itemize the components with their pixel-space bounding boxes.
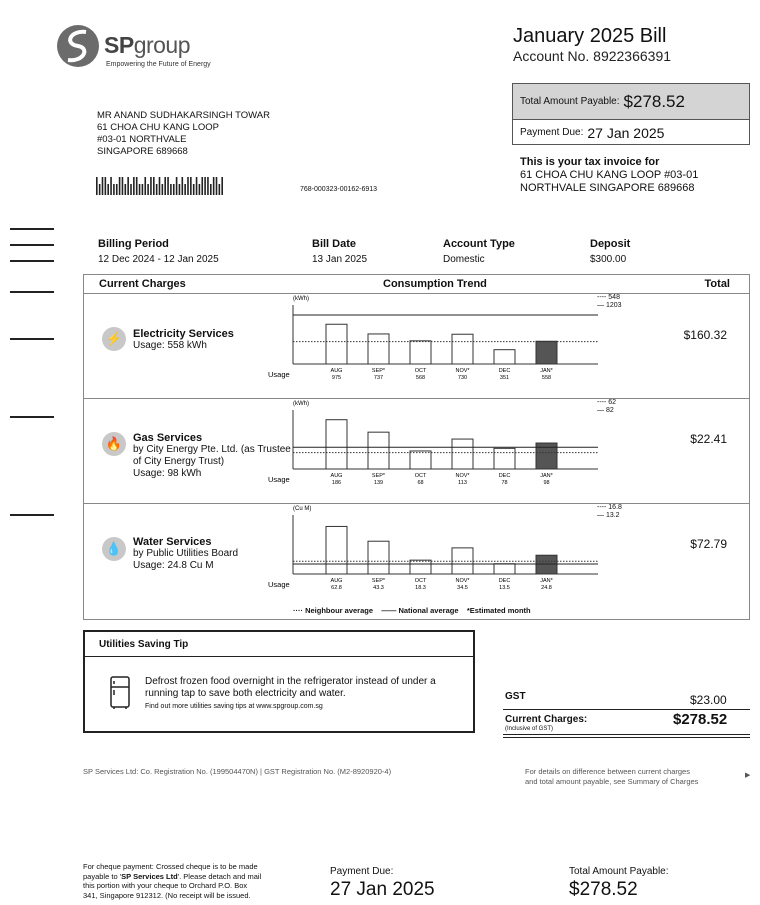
national-avg-value: 1203	[605, 302, 622, 309]
usage-label: Usage	[268, 580, 290, 589]
chart-category-label: OCT	[414, 368, 427, 374]
cheque-line: this portion with your cheque to Orchard P.O. Box	[83, 881, 248, 890]
chart-bar	[326, 420, 347, 469]
current-charges-note: (Inclusive of GST)	[505, 726, 554, 732]
service-usage: Usage: 558 kWh	[133, 340, 207, 351]
barcode-bar	[159, 177, 161, 195]
barcode-bar	[184, 184, 186, 195]
current-charges-heading: Current Charges	[99, 278, 186, 290]
margin-mark	[10, 244, 54, 246]
barcode-bar	[110, 177, 112, 195]
tax-invoice-line: NORTHVALE SINGAPORE 689668	[520, 182, 695, 194]
chart-bar	[536, 341, 557, 364]
bill-title: January 2025 Bill	[513, 25, 667, 47]
chart-value-label: 139	[373, 480, 384, 486]
tip-divider	[85, 656, 473, 657]
chart-category-label: NOV*	[455, 578, 470, 584]
chart-value-label: 737	[373, 375, 384, 381]
gas-total: $22.41	[690, 432, 727, 446]
chart-bar	[494, 448, 515, 469]
chart-value-label: 975	[331, 375, 342, 381]
barcode-bar	[164, 177, 166, 195]
chart-value-label: 13.5	[499, 585, 510, 591]
slip-due-value: 27 Jan 2025	[330, 879, 435, 900]
national-avg-value: 82	[605, 407, 614, 414]
slip-total-value: $278.52	[569, 879, 638, 900]
barcode-bar	[190, 177, 192, 195]
national-avg-value: 13.2	[605, 512, 620, 519]
service-name: Gas Services	[133, 432, 203, 444]
chart-bar	[452, 439, 473, 469]
barcode-bar	[150, 177, 152, 195]
payment-due-label: Payment Due:	[520, 127, 584, 138]
barcode-bar	[116, 184, 118, 195]
chart-unit-label: (Cu M)	[293, 506, 312, 512]
tip-line: Defrost frozen food overnight in the refrigerator instead of under a	[145, 676, 436, 687]
chart-category-label: JAN*	[540, 578, 553, 584]
chart-category-label: NOV*	[455, 368, 470, 374]
water-legend: ---- 16.8 — 13.2	[597, 504, 622, 519]
charges-header	[84, 275, 749, 294]
chart-value-label: 568	[415, 375, 426, 381]
chart-bar	[368, 541, 389, 574]
chart-value-label: 78	[501, 480, 508, 486]
chart-value-label: 98	[543, 480, 550, 486]
payment-summary-box	[512, 83, 750, 145]
barcode-bar	[144, 177, 146, 195]
service-provider: by Public Utilities Board	[133, 548, 239, 559]
chart-bar	[368, 334, 389, 364]
barcode-bar	[136, 177, 138, 195]
spgroup-logo-icon	[56, 24, 100, 68]
chart-unit-label: (kWh)	[293, 296, 309, 302]
barcode-bar	[193, 184, 195, 195]
details-line: and total amount payable, see Summary of Charges	[525, 777, 699, 786]
chart-category-label: OCT	[414, 473, 427, 479]
chart-value-label: 113	[458, 480, 467, 486]
legend-neighbour: Neighbour average	[305, 606, 374, 615]
gst-label: GST	[505, 691, 526, 702]
barcode-number: 768-000323-00162-6913	[300, 186, 378, 193]
legend-national: National average	[398, 606, 459, 615]
service-provider: by City Energy Pte. Ltd. (as Trustee	[133, 444, 291, 455]
gas-legend: ---- 62 — 82	[597, 399, 617, 414]
barcode-bar	[96, 177, 98, 195]
divider	[503, 709, 750, 710]
account-type-value: Domestic	[443, 254, 485, 265]
barcode-bar	[173, 184, 175, 195]
address-line: 61 CHOA CHU KANG LOOP	[97, 122, 219, 133]
address-line: #03-01 NORTHVALE	[97, 134, 187, 145]
slip-total-label: Total Amount Payable:	[569, 866, 669, 877]
chart-bar	[494, 564, 515, 574]
chart-value-label: 186	[331, 480, 342, 486]
chart-category-label: JAN*	[540, 473, 553, 479]
barcode-bar	[210, 184, 212, 195]
usage-label: Usage	[268, 475, 290, 484]
chart-bar	[326, 526, 347, 574]
current-charges-table	[83, 274, 750, 620]
barcode-bar	[216, 177, 218, 195]
neighbour-avg-value: 16.8	[608, 504, 622, 511]
barcode-bar	[187, 177, 189, 195]
barcode-bar	[133, 177, 135, 195]
chart-bar	[494, 350, 515, 364]
cheque-line: 341, Singapore 912312. (No receipt will be issued.	[83, 890, 251, 900]
barcode-bar	[170, 184, 172, 195]
barcode-bar	[162, 184, 164, 195]
total-payable-label: Total Amount Payable:	[520, 96, 620, 107]
chart-bar	[326, 324, 347, 364]
divider	[503, 734, 750, 735]
chart-value-label: 351	[499, 375, 510, 381]
chart-category-label: DEC	[498, 578, 511, 584]
barcode-bar	[119, 177, 121, 195]
barcode-bar	[156, 184, 158, 195]
tax-invoice-line: 61 CHOA CHU KANG LOOP #03-01	[520, 169, 699, 181]
deposit	[590, 238, 630, 265]
consumption-trend-heading: Consumption Trend	[383, 278, 487, 290]
cheque-line: payable to 'SP Services Ltd'. Please detach and mail	[83, 871, 262, 881]
total-payable-value: $278.52	[623, 91, 685, 111]
chart-category-label: DEC	[498, 473, 511, 479]
cheque-line: For cheque payment: Crossed cheque is to be made	[83, 862, 258, 871]
cheque-instructions	[83, 862, 323, 900]
payment-due-value: 27 Jan 2025	[587, 124, 665, 141]
payment-due-row	[513, 120, 749, 145]
address-line: MR ANAND SUDHAKARSINGH TOWAR	[97, 110, 270, 121]
legend-estimated: *Estimated month	[466, 606, 531, 615]
gas-service-info	[133, 432, 291, 480]
brand-logo-text: SPgroup	[104, 32, 191, 58]
bill-date-value: 13 Jan 2025	[312, 254, 368, 265]
billing-period-label: Billing Period	[98, 238, 169, 250]
chart-value-label: 730	[457, 375, 468, 381]
electricity-service-info	[133, 328, 234, 352]
account-type	[443, 238, 515, 265]
registration-info: SP Services Ltd: Co. Registration No. (199504470N) | GST Registration No. (M2-8920920-4)	[83, 767, 392, 776]
chart-legend: ···· Neighbour average —— National average *Estimated month	[293, 606, 531, 615]
chart-unit-label: (kWh)	[293, 401, 309, 407]
barcode-bar	[125, 184, 127, 195]
barcode-bar	[221, 177, 223, 195]
barcode-bar	[176, 177, 178, 195]
chart-value-label: 24.8	[541, 585, 552, 591]
usage-label: Usage	[268, 370, 290, 379]
margin-mark	[10, 416, 54, 418]
chart-bar	[410, 341, 431, 364]
barcode-bar	[179, 184, 181, 195]
tip-title: Utilities Saving Tip	[99, 639, 189, 650]
chart-category-label: NOV*	[455, 473, 470, 479]
service-usage: Usage: 98 kWh	[133, 468, 202, 479]
tax-invoice-heading: This is your tax invoice for	[520, 156, 660, 168]
billing-period-value: 12 Dec 2024 - 12 Jan 2025	[98, 254, 219, 265]
margin-mark	[10, 228, 54, 230]
account-number: Account No. 8922366391	[513, 48, 672, 64]
postal-barcode	[96, 177, 226, 195]
arrow-right-icon: ▶	[745, 772, 751, 779]
barcode-bar	[99, 184, 101, 195]
chart-category-label: JAN*	[540, 368, 553, 374]
chart-category-label: AUG	[330, 578, 343, 584]
barcode-bar	[139, 184, 141, 195]
billing-period	[98, 238, 219, 265]
tip-link-text: Find out more utilities saving tips at www.spgroup.com.sg	[145, 703, 323, 710]
barcode-bar	[102, 177, 104, 195]
barcode-bar	[196, 177, 198, 195]
lightning-icon: ⚡	[102, 327, 126, 351]
details-note	[525, 767, 745, 787]
brand-tagline: Empowering the Future of Energy	[106, 61, 211, 68]
chart-category-label: SEP*	[371, 368, 386, 374]
water-trend-chart	[268, 503, 623, 603]
service-name: Water Services	[133, 536, 212, 548]
chart-bar	[452, 334, 473, 364]
chart-category-label: AUG	[330, 368, 343, 374]
water-total: $72.79	[690, 537, 727, 551]
water-service-info	[133, 536, 238, 572]
margin-mark	[10, 338, 54, 340]
tip-line: running tap to save both electricity and water.	[145, 688, 346, 699]
bill-date-label: Bill Date	[312, 238, 357, 250]
tax-invoice-block	[520, 156, 698, 195]
service-name: Electricity Services	[133, 328, 234, 340]
neighbour-avg-value: 548	[608, 294, 620, 301]
electricity-legend: ---- 548 — 1203	[597, 294, 622, 309]
barcode-bar	[213, 177, 215, 195]
saving-tip-box	[83, 630, 475, 733]
chart-value-label: 34.5	[457, 585, 468, 591]
barcode-bar	[130, 184, 132, 195]
details-line: For details on difference between current charges	[525, 767, 690, 776]
electricity-trend-chart	[268, 293, 623, 393]
electricity-total: $160.32	[683, 328, 727, 342]
barcode-bar	[201, 177, 203, 195]
chart-bar	[410, 451, 431, 469]
barcode-bar	[153, 177, 155, 195]
bill-date	[312, 238, 367, 265]
service-usage: Usage: 24.8 Cu M	[133, 560, 214, 571]
barcode-bar	[147, 184, 149, 195]
gst-value: $23.00	[690, 693, 727, 707]
gas-trend-chart	[268, 398, 623, 498]
margin-mark	[10, 291, 54, 293]
total-payable-row	[513, 84, 749, 120]
water-drop-icon: 💧	[102, 537, 126, 561]
account-type-label: Account Type	[443, 238, 515, 250]
barcode-bar	[122, 177, 124, 195]
barcode-bar	[204, 177, 206, 195]
chart-category-label: SEP*	[371, 578, 386, 584]
chart-category-label: OCT	[414, 578, 427, 584]
barcode-bar	[207, 177, 209, 195]
deposit-label: Deposit	[590, 238, 631, 250]
barcode-bar	[127, 177, 129, 195]
margin-mark	[10, 514, 54, 516]
mailing-address	[97, 110, 270, 158]
current-charges-label: Current Charges:	[505, 714, 588, 725]
chart-value-label: 18.3	[415, 585, 426, 591]
barcode-bar	[219, 184, 221, 195]
margin-mark	[10, 260, 54, 262]
chart-bar	[410, 560, 431, 574]
neighbour-avg-value: 62	[608, 399, 617, 406]
barcode-bar	[167, 177, 169, 195]
total-heading: Total	[704, 278, 730, 290]
refrigerator-icon	[109, 676, 131, 710]
chart-category-label: SEP*	[371, 473, 386, 479]
chart-category-label: AUG	[330, 473, 343, 479]
slip-due-label: Payment Due:	[330, 866, 394, 877]
barcode-bar	[105, 177, 107, 195]
chart-value-label: 558	[541, 375, 552, 381]
barcode-bar	[142, 184, 144, 195]
current-charges-value: $278.52	[673, 711, 728, 728]
address-line: SINGAPORE 689668	[97, 146, 188, 157]
chart-value-label: 43.3	[373, 585, 384, 591]
flame-icon: 🔥	[102, 432, 126, 456]
deposit-value: $300.00	[590, 254, 627, 265]
barcode-bar	[113, 184, 115, 195]
chart-bar	[368, 432, 389, 469]
barcode-bar	[182, 177, 184, 195]
barcode-bar	[107, 184, 109, 195]
barcode-bar	[199, 184, 201, 195]
chart-category-label: DEC	[498, 368, 511, 374]
chart-value-label: 62.8	[331, 585, 342, 591]
chart-value-label: 68	[417, 480, 424, 486]
tip-text	[145, 676, 465, 700]
divider	[503, 737, 750, 738]
service-provider: of City Energy Trust)	[133, 456, 225, 467]
chart-bar	[536, 555, 557, 574]
